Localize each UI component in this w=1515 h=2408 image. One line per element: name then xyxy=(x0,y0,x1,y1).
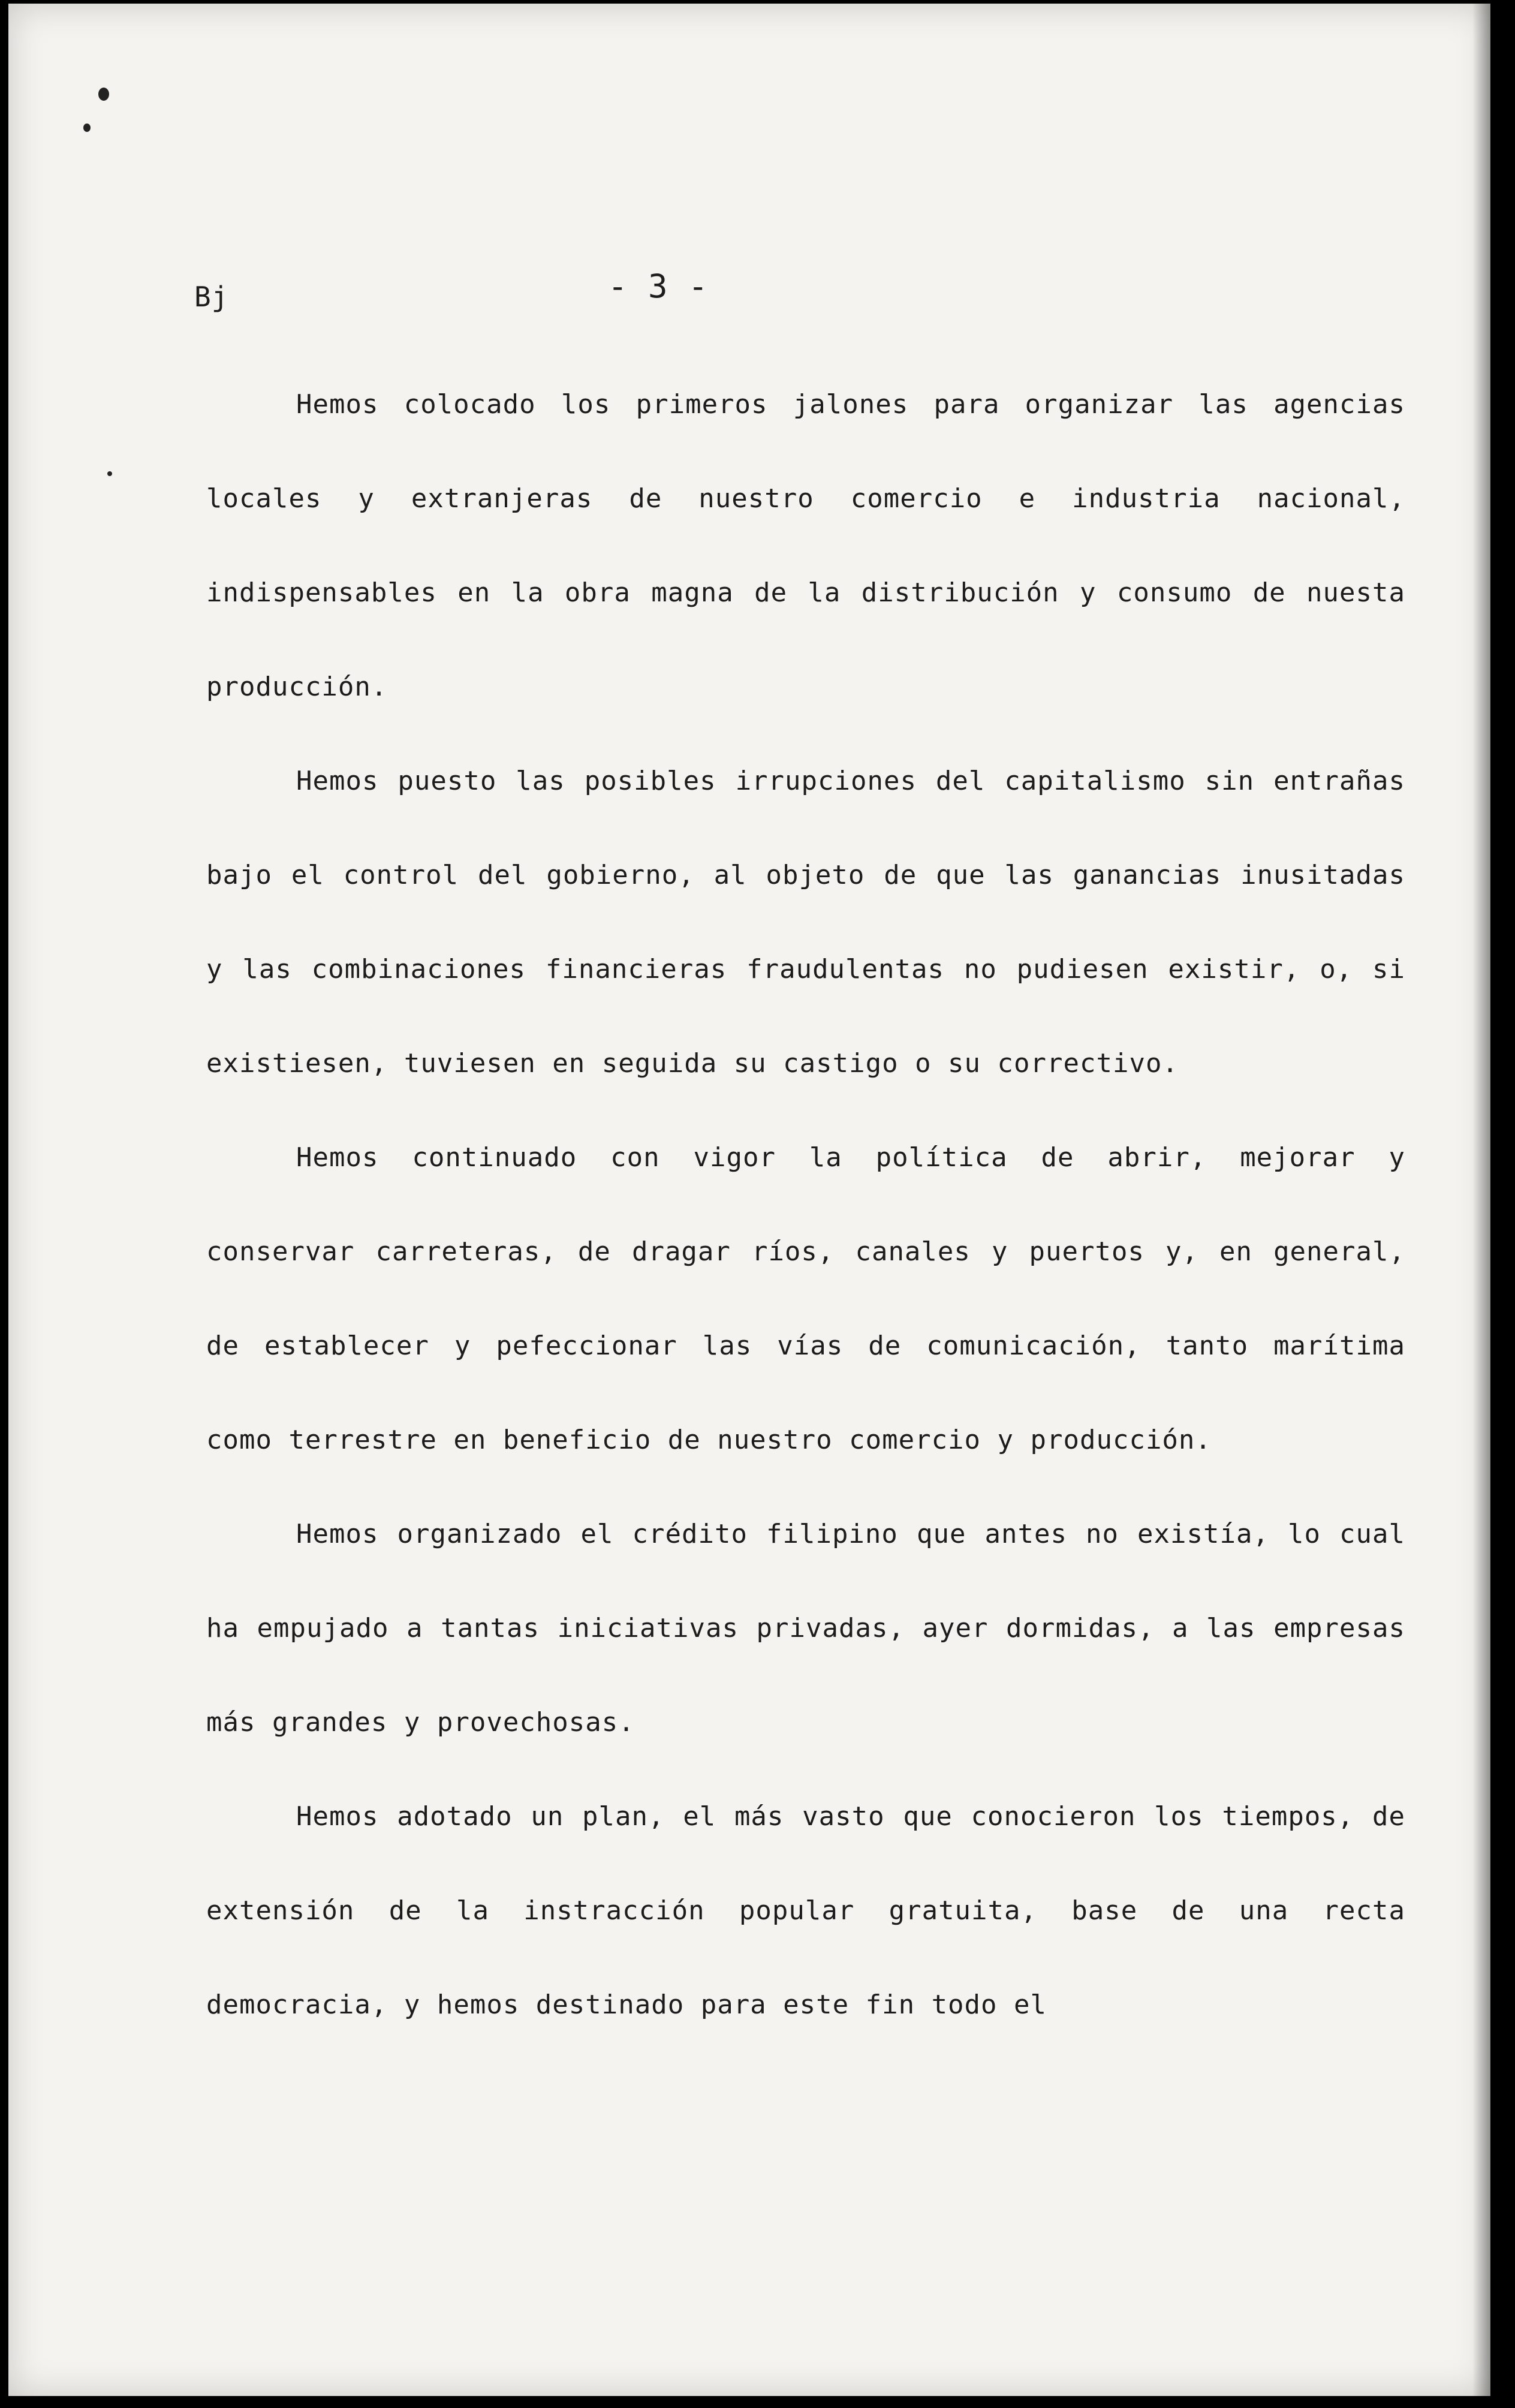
paragraph: Hemos continuado con vigor la política de abrir, mejorar y conservar carreteras, de dragar ríos, canales y puertos y, en general, de establecer y pefeccionar las vías de comunicación, tanto marítima como terrestre en beneficio de nuestro comercio y producción. xyxy=(206,1142,1405,1455)
page-number: - 3 - xyxy=(608,267,709,305)
paragraph: Hemos colocado los primeros jalones para organizar las agencias locales y extranjeras de nuestro comercio e industria nacional, indispensables en la obra magna de la distribución y consumo de nuesta producción. xyxy=(206,389,1405,702)
body-text xyxy=(206,357,1405,2052)
paragraph: Hemos adotado un plan, el más vasto que conocieron los tiempos, de extensión de la instracción popular gratuita, base de una recta democracia, y hemos destinado para este fin todo el xyxy=(206,1801,1405,2020)
document-page xyxy=(8,4,1490,2396)
page-edge-shadow xyxy=(1472,4,1490,2396)
ink-speck xyxy=(107,471,112,476)
header-mark: Bj xyxy=(194,281,229,313)
ink-speck xyxy=(83,124,91,132)
paragraph: Hemos puesto las posibles irrupciones del capitalismo sin entrañas bajo el control del gobierno, al objeto de que las ganancias inusitadas y las combinaciones financieras fraudulentas no pudiesen existir, o, si existiesen, tuviesen en seguida su castigo o su correctivo. xyxy=(206,766,1405,1079)
ink-speck xyxy=(98,88,109,101)
paragraph: Hemos organizado el crédito filipino que antes no existía, lo cual ha empujado a tantas iniciativas privadas, ayer dormidas, a las empresas más grandes y provechosas. xyxy=(206,1519,1405,1738)
